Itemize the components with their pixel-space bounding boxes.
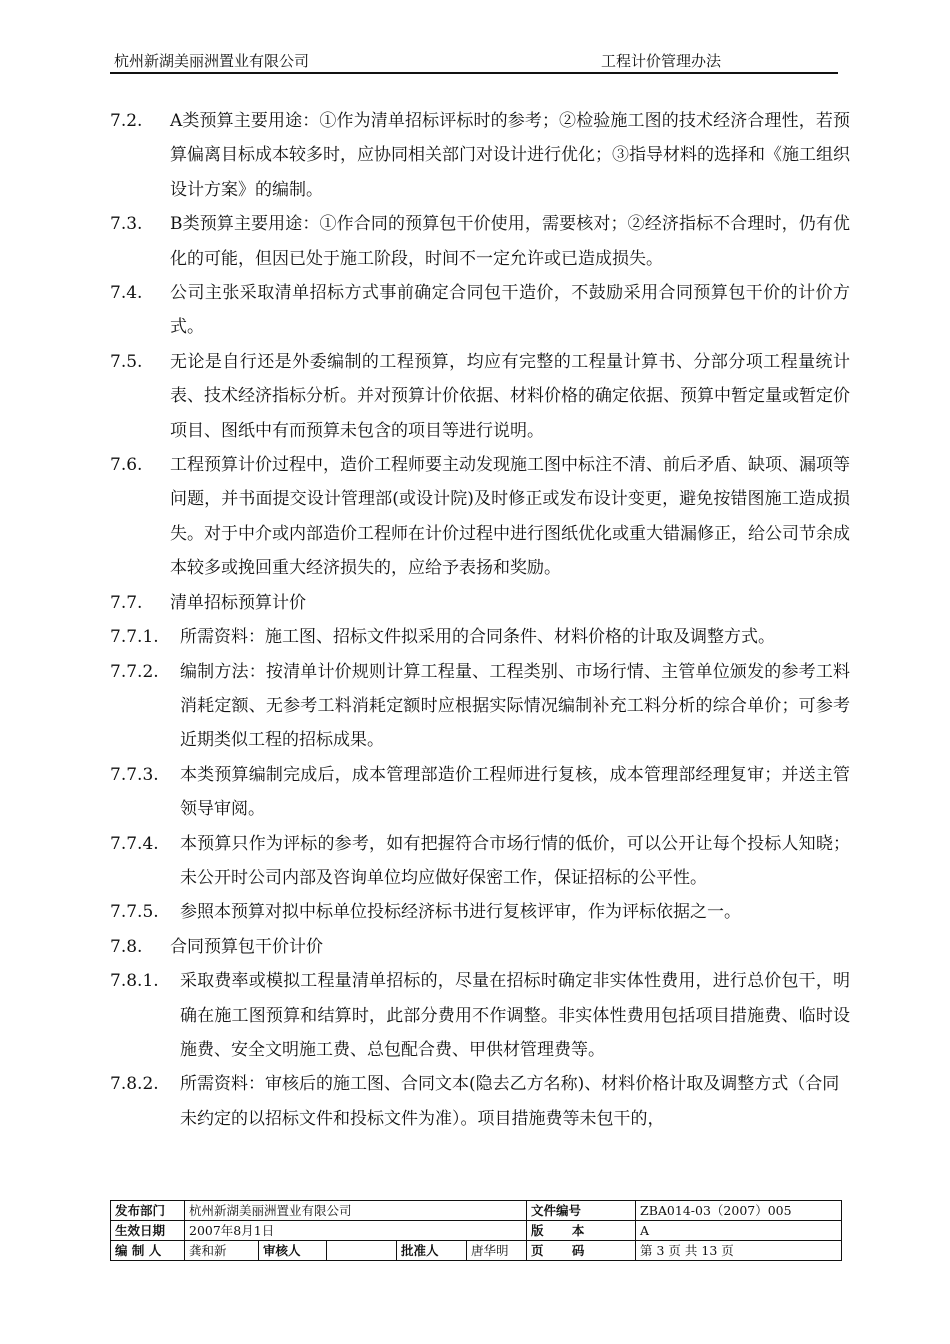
clause-text: 无论是自行还是外委编制的工程预算，均应有完整的工程量计算书、分部分项工程量统计表、技术经济指标分析。并对预算计价依据、材料价格的确定依据、预算中暂定量或暂定价项目、图纸中有而预算未包含的项目等进行说明。 — [170, 351, 850, 441]
clause-number: 7.8.1. — [110, 971, 159, 992]
clause-number: 7.8.2. — [110, 1074, 159, 1095]
clause-7-7-4 — [110, 827, 850, 896]
clause-7-2 — [110, 104, 850, 207]
clause-text: 清单招标预算计价 — [170, 592, 306, 613]
date-label: 生效日期 — [111, 1221, 185, 1241]
clause-7-7-2 — [110, 655, 850, 758]
clause-text: 本类预算编制完成后，成本管理部造价工程师进行复核，成本管理部经理复审；并送主管领导审阅。 — [180, 764, 850, 820]
file-no-value: ZBA014-03（2007）005 — [636, 1201, 842, 1221]
clause-7-8-1 — [110, 964, 850, 1067]
clause-number: 7.7.3. — [110, 764, 159, 785]
section-heading-7-8 — [110, 930, 850, 964]
version-label: 版 本 — [527, 1221, 636, 1241]
dept-value: 杭州新湖美丽洲置业有限公司 — [185, 1201, 527, 1221]
clause-7-7-3 — [110, 758, 850, 827]
header-doc-title: 工程计价管理办法 — [601, 52, 722, 70]
page-header — [110, 48, 838, 74]
dept-label: 发布部门 — [111, 1201, 185, 1221]
clause-text: 所需资料：审核后的施工图、合同文本(隐去乙方名称)、材料价格计取及调整方式（合同未约定的以招标文件和投标文件为准）。项目措施费等未包干的， — [180, 1074, 840, 1129]
clause-7-7-5 — [110, 895, 850, 929]
clause-text: 采取费率或模拟工程量清单招标的，尽量在招标时确定非实体性费用，进行总价包干，明确在施工图预算和结算时，此部分费用不作调整。非实体性费用包括项目措施费、临时设施费、安全文明施工费、总包配合费、甲供材管理费等。 — [180, 971, 850, 1060]
version-value: A — [636, 1221, 842, 1241]
clause-text: 公司主张采取清单招标方式事前确定合同包干造价，不鼓励采用合同预算包干价的计价方式。 — [170, 283, 850, 338]
clause-text: B类预算主要用途：①作合同的预算包干价使用，需要核对；②经济指标不合理时，仍有优化的可能，但因已处于施工阶段，时间不一定允许或已造成损失。 — [170, 214, 850, 269]
reviewer-label: 审核人 — [259, 1241, 327, 1261]
clause-7-8-2 — [110, 1067, 850, 1136]
clause-number: 7.7.4. — [110, 833, 159, 854]
clause-number: 7.5. — [110, 351, 143, 372]
clause-text: 所需资料：施工图、招标文件拟采用的合同条件、材料价格的计取及调整方式。 — [180, 627, 775, 648]
clause-number: 7.8. — [110, 936, 143, 957]
editor-value: 龚和新 — [185, 1241, 259, 1261]
document-body — [110, 104, 850, 1136]
page-label: 页 码 — [527, 1241, 636, 1261]
control-row-2 — [111, 1221, 842, 1241]
control-row-1 — [111, 1201, 842, 1221]
clause-7-7-1 — [110, 620, 850, 654]
clause-7-5 — [110, 345, 850, 448]
clause-number: 7.3. — [110, 214, 143, 235]
clause-number: 7.4. — [110, 283, 143, 304]
control-row-3 — [111, 1241, 842, 1261]
clause-text: 编制方法：按清单计价规则计算工程量、工程类别、市场行情、主管单位颁发的参考工料消耗定额、无参考工料消耗定额时应根据实际情况编制补充工料分析的综合单价；可参考近期类似工程的招标成果。 — [180, 661, 850, 751]
clause-text: A类预算主要用途：①作为清单招标评标时的参考；②检验施工图的技术经济合理性，若预算偏离目标成本较多时，应协同相关部门对设计进行优化；③指导材料的选择和《施工组织设计方案》的编制。 — [170, 111, 850, 200]
clause-number: 7.7. — [110, 592, 143, 613]
clause-text: 本预算只作为评标的参考，如有把握符合市场行情的低价，可以公开让每个投标人知晓；未公开时公司内部及咨询单位均应做好保密工作，保证招标的公平性。 — [180, 833, 850, 888]
clause-number: 7.7.5. — [110, 902, 159, 923]
approver-label: 批准人 — [397, 1241, 467, 1261]
reviewer-value — [327, 1241, 397, 1261]
clause-7-6 — [110, 448, 850, 586]
page-number: 第 3 页 共 13 页 — [636, 1241, 842, 1261]
section-heading-7-7 — [110, 586, 850, 620]
clause-7-3 — [110, 207, 850, 276]
clause-text: 合同预算包干价计价 — [170, 936, 323, 957]
clause-7-4 — [110, 276, 850, 345]
document-control-table — [110, 1200, 842, 1261]
approver-value: 唐华明 — [467, 1241, 527, 1261]
clause-number: 7.6. — [110, 455, 143, 476]
clause-number: 7.7.1. — [110, 627, 159, 648]
clause-number: 7.7.2. — [110, 661, 159, 682]
editor-label: 编 制 人 — [111, 1241, 185, 1261]
header-company: 杭州新湖美丽洲置业有限公司 — [114, 52, 310, 70]
clause-text: 参照本预算对拟中标单位投标经济标书进行复核评审，作为评标依据之一。 — [180, 902, 741, 923]
clause-text: 工程预算计价过程中，造价工程师要主动发现施工图中标注不清、前后矛盾、缺项、漏项等问题，并书面提交设计管理部(或设计院)及时修正或发布设计变更，避免按错图施工造成损失。对于中介或内部造价工程师在计价过程中进行图纸优化或重大错漏修正，给公司节余成本较多或挽回重大经济损失的，应给予表扬和奖励。 — [170, 455, 850, 579]
clause-number: 7.2. — [110, 111, 143, 131]
date-value: 2007年8月1日 — [185, 1221, 527, 1241]
file-no-label: 文件编号 — [527, 1201, 636, 1221]
